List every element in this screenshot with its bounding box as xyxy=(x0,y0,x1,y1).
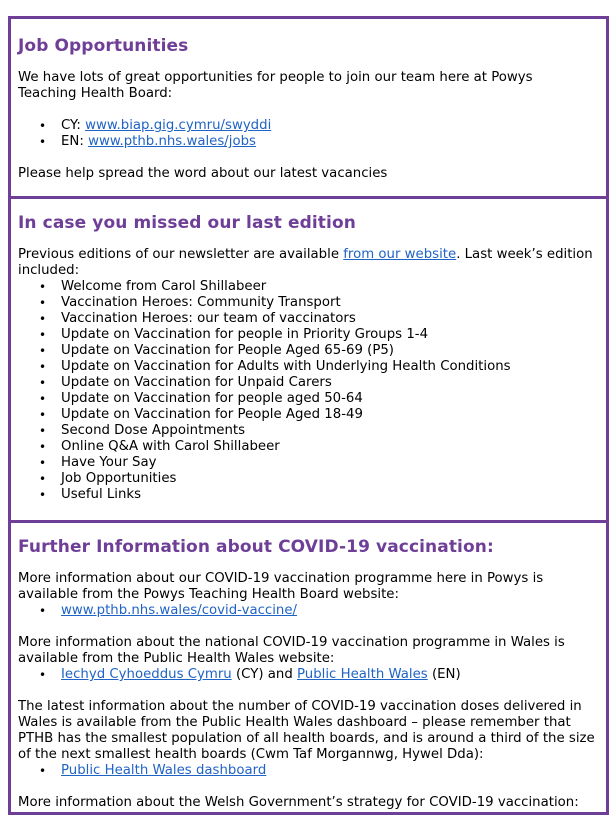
section-heading: In case you missed our last edition xyxy=(18,213,356,233)
list-item: • CY: www.biap.gig.cymru/swyddi xyxy=(61,118,606,134)
welsh-government-strategy-text: More information about the Welsh Government’s strategy for COVID-19 vaccination: xyxy=(18,795,579,810)
section-heading: Further Information about COVID-19 vaccination: xyxy=(18,537,494,557)
list-item: • Have Your Say xyxy=(61,455,606,471)
iechyd-cyhoeddus-cymru-link[interactable]: Iechyd Cyhoeddus Cymru xyxy=(61,667,232,682)
job-intro: We have lots of great opportunities for people to join our team here at Powys Teaching Health Board: xyxy=(18,70,533,101)
section-heading: Job Opportunities xyxy=(18,36,189,56)
list-item: • Vaccination Heroes: our team of vaccinators xyxy=(61,311,606,327)
website-link[interactable]: from our website xyxy=(343,247,457,262)
edition-items-list xyxy=(18,279,606,503)
list-item: • Update on Vaccination for people in Priority Groups 1-4 xyxy=(61,327,606,343)
pthb-links-list xyxy=(18,603,606,619)
section-job-opportunities xyxy=(11,19,606,196)
section-further-information xyxy=(11,523,606,813)
jobs-link-en[interactable]: www.pthb.nhs.wales/jobs xyxy=(88,134,256,149)
list-item: • Update on Vaccination for Adults with Underlying Health Conditions xyxy=(61,359,606,375)
list-item: • Vaccination Heroes: Community Transport xyxy=(61,295,606,311)
pthb-info-text: More information about our COVID-19 vaccination programme here in Powys is available from the Powys Teaching Health Board website: xyxy=(18,571,544,602)
list-item: • Update on Vaccination for People Aged 65-69 (P5) xyxy=(61,343,606,359)
list-item: • Online Q&A with Carol Shillabeer xyxy=(61,439,606,455)
list-item: • Update on Vaccination for People Aged 18-49 xyxy=(61,407,606,423)
dashboard-info-text: The latest information about the number of COVID-19 vaccination doses delivered in Wales is available from the Public Health Wales dashboard – please remember that PTHB has the smallest population of all health boards, and is around a third of the size of the next smallest health boards (Cwm Taf Morgannwg, Hywel Dda): xyxy=(18,699,595,762)
list-item: • EN: www.pthb.nhs.wales/jobs xyxy=(61,134,606,150)
job-closing: Please help spread the word about our latest vacancies xyxy=(18,166,388,181)
list-item: • Job Opportunities xyxy=(61,471,606,487)
last-edition-intro: Previous editions of our newsletter are available from our website. Last week’s edition included: xyxy=(18,247,593,278)
section-last-edition xyxy=(11,199,606,520)
list-item: • Iechyd Cyhoeddus Cymru (CY) and Public Health Wales (EN) xyxy=(61,667,606,683)
newsletter-frame xyxy=(8,16,609,815)
pthb-covid-vaccine-link[interactable]: www.pthb.nhs.wales/covid-vaccine/ xyxy=(61,603,298,618)
list-item: • Second Dose Appointments xyxy=(61,423,606,439)
dashboard-links-list xyxy=(18,763,606,779)
list-item: • Useful Links xyxy=(61,487,606,503)
list-item: • Update on Vaccination for people aged 50-64 xyxy=(61,391,606,407)
list-item: • Update on Vaccination for Unpaid Carers xyxy=(61,375,606,391)
phw-links-list xyxy=(18,667,606,683)
list-item xyxy=(61,763,606,779)
phw-info-text: More information about the national COVID-19 vaccination programme in Wales is available from the Public Health Wales website: xyxy=(18,635,565,666)
list-item xyxy=(61,603,606,619)
phw-dashboard-link[interactable]: Public Health Wales dashboard xyxy=(61,763,267,778)
list-item: • Welcome from Carol Shillabeer xyxy=(61,279,606,295)
jobs-link-cy[interactable]: www.biap.gig.cymru/swyddi xyxy=(85,118,272,133)
public-health-wales-link[interactable]: Public Health Wales xyxy=(297,667,428,682)
job-links-list xyxy=(18,118,606,150)
